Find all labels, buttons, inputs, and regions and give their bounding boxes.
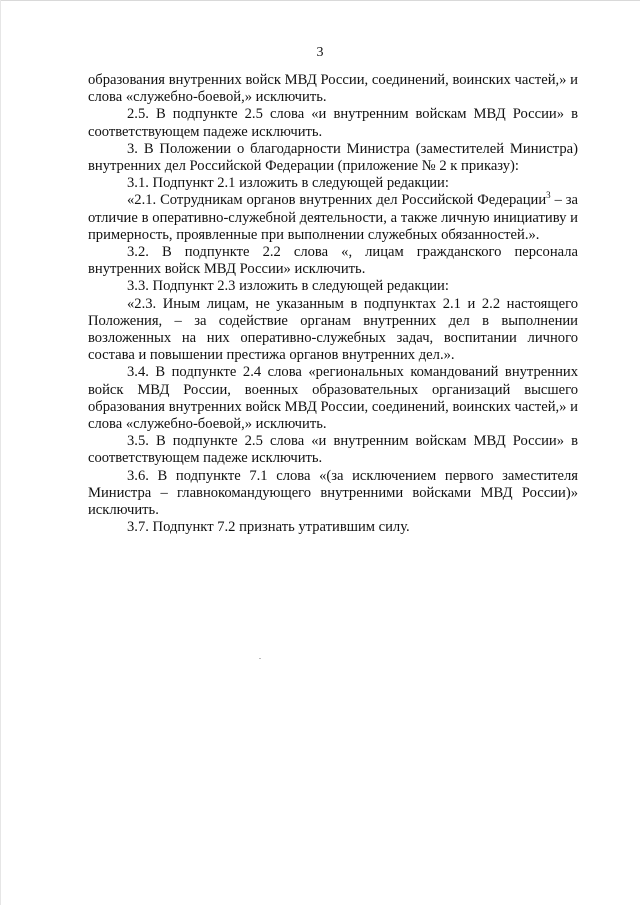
quote-2-1-text-start: «2.1. Сотрудникам органов внутренних дел Российской Федерации bbox=[127, 192, 547, 209]
paragraph-3-6: 3.6. В подпункте 7.1 слова «(за исключением первого заместителя Министра – главнокомандующего внутренними войсками МВД России)» исключить. bbox=[88, 467, 578, 519]
paragraph-3-3: 3.3. Подпункт 2.3 изложить в следующей редакции: bbox=[127, 278, 449, 295]
paragraph-3-2: 3.2. В подпункте 2.2 слова «, лицам гражданского персонала внутренних войск МВД России» исключить. bbox=[88, 244, 578, 278]
paragraph-3-1: 3.1. Подпункт 2.1 изложить в следующей редакции: bbox=[127, 175, 449, 192]
page-number: 3 bbox=[316, 45, 324, 60]
paragraph-3-4: 3.4. В подпункте 2.4 слова «региональных командований внутренних войск МВД России, военных образовательных организаций высшего образования внутренних войск МВД России, соединений, воинских частей,» и слова «служебно-боевой,» исключить. bbox=[88, 364, 578, 433]
document-body bbox=[88, 72, 578, 536]
paragraph-3-7: 3.7. Подпункт 7.2 признать утратившим силу. bbox=[127, 519, 410, 536]
paragraph-2-3-quote: «2.3. Иным лицам, не указанным в подпунктах 2.1 и 2.2 настоящего Положения, – за содействие органам внутренних дел в выполнении возложенных на них оперативно-служебных задач, воспитании личного состава и повышении престижа органов внутренних дел.». bbox=[88, 295, 578, 364]
paragraph-3-5: 3.5. В подпункте 2.5 слова «и внутренним войскам МВД России» в соответствующем падеже исключить. bbox=[88, 433, 578, 467]
quote-2-1-text-end: – за отличие в оперативно-служебной деятельности, а также личную инициативу и примерность, проявленные при выполнении служебных обязанностей.». bbox=[88, 192, 578, 243]
page-edge-top bbox=[0, 0, 640, 1]
paragraph-continuation: образования внутренних войск МВД России, соединений, воинских частей,» и слова «служебно-боевой,» исключить. bbox=[88, 72, 578, 106]
paragraph-3: 3. В Положении о благодарности Министра (заместителей Министра) внутренних дел Российской Федерации (приложение № 2 к приказу): bbox=[88, 140, 578, 175]
footnote-reference: 3 bbox=[546, 190, 551, 201]
page-edge-left bbox=[0, 0, 1, 905]
paragraph-2-5: 2.5. В подпункте 2.5 слова «и внутренним войскам МВД России» в соответствующем падеже исключить. bbox=[88, 106, 578, 140]
scan-speck bbox=[259, 658, 261, 659]
paragraph-2-1-quote bbox=[88, 192, 578, 244]
